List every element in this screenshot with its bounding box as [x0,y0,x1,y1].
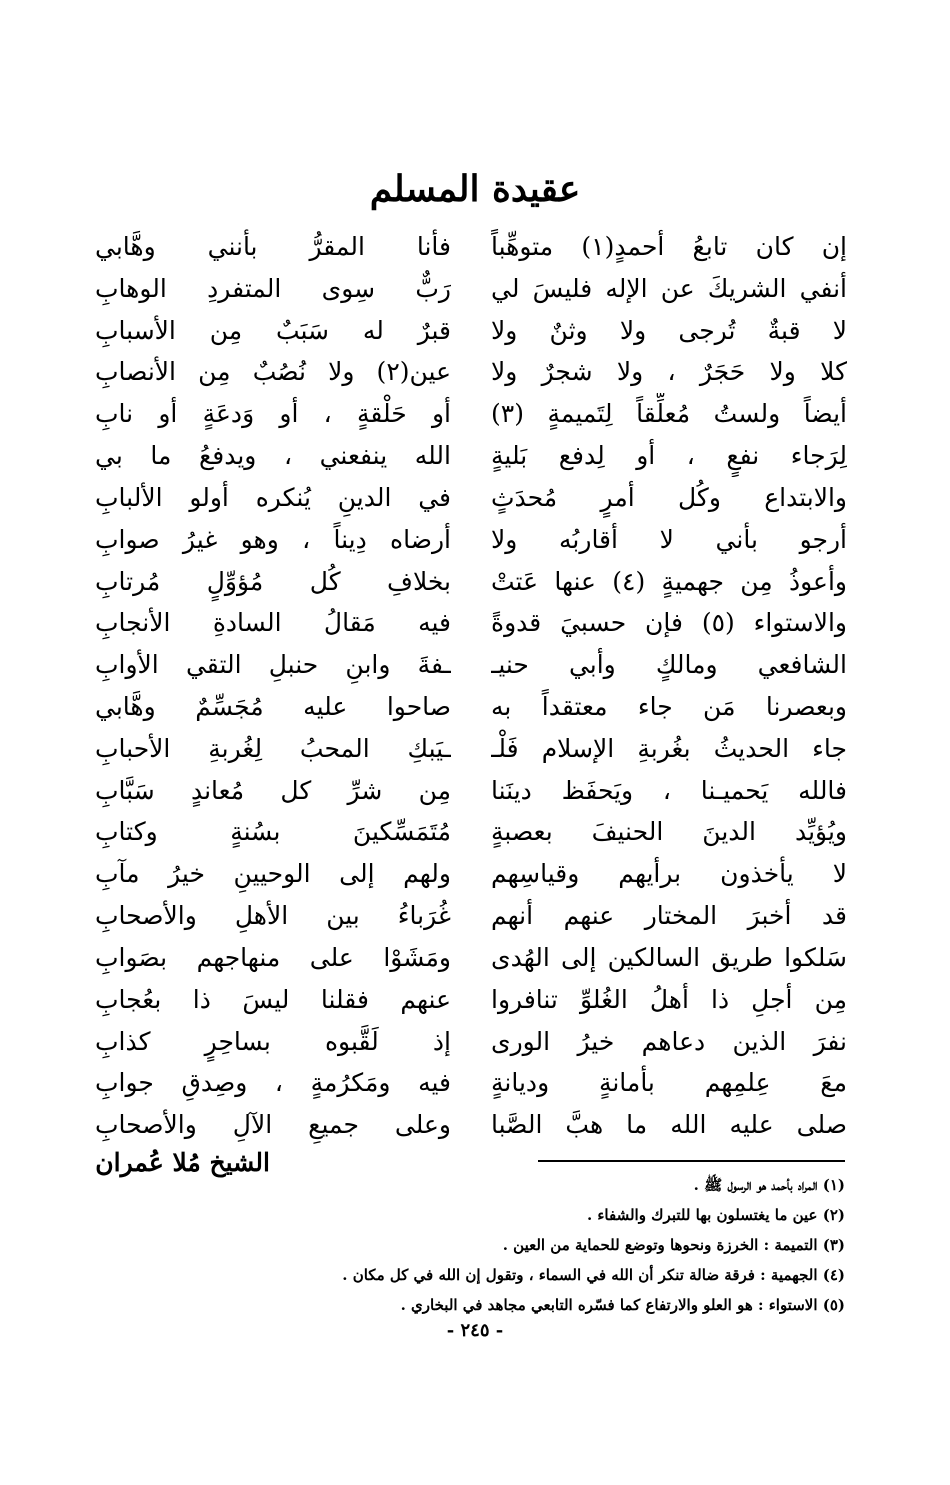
verse-second-hemistich: عنهم فقلنا ليسَ ذا بعُجابِ [95,984,451,1014]
verse-second-hemistich: الله ينفعني ، ويدفعُ ما بي [95,441,451,471]
verse-second-hemistich: فيه ومَكرُمةٍ ، وصِدقِ جوابِ [95,1068,451,1098]
verse-second-hemistich: ـيَبكِ المحبُ لِغُربةِ الأحبابِ [95,733,451,763]
verse-second-hemistich: ومَشَوْا على منهاجهم بصَوابِ [95,942,451,972]
poet-name: الشيخ مُلا عُمران [95,1148,270,1177]
verse-first-hemistich: نفرَ الذين دعاهم خيرُ الورى [491,1026,847,1056]
verse-first-hemistich: وأعوذُ مِن جهميةٍ (٤) عنها عَتتْ [491,566,847,596]
verse-first-hemistich: سَلكوا طريق السالكين إلى الهُدى [491,942,847,972]
verse-first-hemistich: فالله يَحميـنا ، ويَحفَظ دينَنا [491,775,847,805]
verse-first-hemistich: لا يأخذون برأيهم وقياسِهم [491,859,847,889]
footnote-1: (١) المراد بأحمد هو الرسول ﷺ . [693,1176,845,1194]
verse-second-hemistich: بخلافِ كُل مُؤوِّلٍ مُرتابِ [95,566,451,596]
verse-second-hemistich: قبرٌ له سَبَبٌ مِن الأسبابِ [95,315,451,345]
footnotes [325,1170,845,1320]
verse-first-hemistich: الشافعي ومالكٍ وأبي حنيـ [491,650,847,680]
verse-second-hemistich: فيه مَقالُ السادةِ الأنجابِ [95,608,451,638]
verse-first-hemistich: كلا ولا حَجَرٌ ، ولا شجرٌ ولا [491,357,847,387]
verse-second-hemistich: مِن شرِّ كل مُعاندٍ سَبَّابِ [95,775,451,805]
verse-second-hemistich: أرضاه دِيناً ، وهو غيرُ صوابِ [95,524,451,554]
footnote-3: (٣) التميمة : الخرزة ونحوها وتوضع للحماية من العين . [502,1236,845,1254]
verse-second-hemistich: وعلى جميعِ الآلِ والأصحابِ [95,1110,451,1140]
verse-first-hemistich: معَ عِلمِهم بأمانةٍ وديانةٍ [491,1068,847,1098]
footnote-4: (٤) الجهمية : فرقة ضالة تنكر أن الله في السماء ، وتقول إن الله في كل مكان . [342,1266,845,1284]
verse-first-hemistich: إن كان تابعُ أحمدٍ(١) متوهِّباً [491,232,847,261]
verse-first-hemistich: والاستواء (٥) فإن حسبيَ قدوةً [491,608,847,638]
verse-first-hemistich: وبعصرنا مَن جاء معتقداً به [491,691,847,721]
footnote-divider [538,1160,845,1162]
verse-second-hemistich: أو حَلْقةٍ ، أو وَدعَةٍ أو نابِ [95,399,451,429]
verse-second-hemistich: مُتَمَسِّكينَ بسُنةٍ وكتابِ [95,817,451,847]
verse-first-hemistich: جاء الحديثُ بغُربةِ الإسلام فَلْـ [491,733,847,763]
verse-first-hemistich: قد أخبرَ المختار عنهم أنهم [491,901,847,931]
verse-first-hemistich: لا قبةٌ تُرجى ولا وثنٌ ولا [491,315,847,345]
footnote-5: (٥) الاستواء : هو العلو والارتفاع كما فسّره التابعي مجاهد في البخاري . [400,1296,845,1314]
verse-second-hemistich: ـفةَ وابنِ حنبلِ التقي الأوابِ [95,650,451,680]
verse-first-hemistich: أرجو بأني لا أقاربُه ولا [491,524,847,554]
verse-second-hemistich: ولهم إلى الوحيينِ خيرُ مآبِ [95,859,451,889]
verse-first-hemistich: أيضاً ولستُ مُعلِّقاً لِتَميمةٍ (٣) [491,399,847,429]
verse-second-hemistich: غُرَباءُ بين الأهلِ والأصحابِ [95,901,451,931]
footnote-2: (٢) عين ما يغتسلون بها للتبرك والشفاء . [586,1206,845,1224]
verse-first-hemistich: لِرَجاء نفعٍ ، أو لِدفع بَليةٍ [491,441,847,471]
verse-second-hemistich: إذ لَقَّبوه بساحِرٍ كذابِ [95,1026,451,1056]
verse-second-hemistich: في الدينِ يُنكره أولو الألبابِ [95,482,451,512]
verse-first-hemistich: أنفي الشريكَ عن الإله فليسَ لي [491,273,847,303]
verse-first-hemistich: صلى عليه الله ما هبَّ الصَّبا [491,1110,847,1140]
verse-second-hemistich: فأنا المقرُّ بأنني وهَّابي [95,232,451,261]
verse-second-hemistich: صاحوا عليه مُجَسِّمٌ وهَّابي [95,691,451,721]
verse-first-hemistich: والابتداع وكُل أمرٍ مُحدَثٍ [491,482,847,512]
verse-second-hemistich: رَبٌّ سِوى المتفردِ الوهابِ [95,273,451,303]
page-number: - ٢٤٥ - [446,1320,504,1341]
verse-first-hemistich: ويُؤيِّد الدينَ الحنيفَ بعصبةٍ [491,817,847,847]
verse-first-hemistich: مِن أجلِ ذا أهلُ الغُلوِّ تنافروا [491,984,847,1014]
poem-body [95,226,847,1146]
page-title: عقيدة المسلم [369,168,581,210]
verse-second-hemistich: عين(٢) ولا نُصُبٌ مِن الأنصابِ [95,357,451,387]
